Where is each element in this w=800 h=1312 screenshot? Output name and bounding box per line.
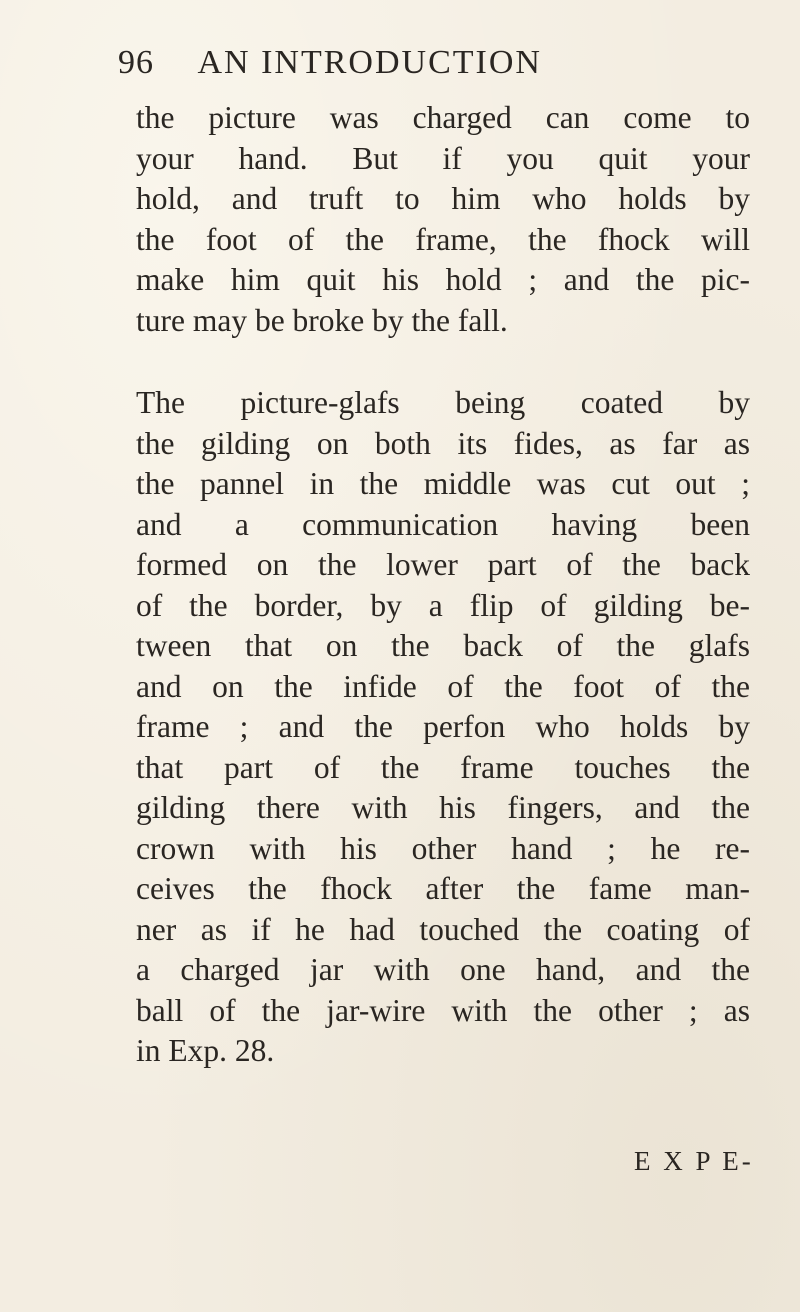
- text-line: a charged jar with one hand, and the: [136, 952, 750, 987]
- text-line: the gilding on both its fides, as far as: [136, 425, 750, 461]
- text-line: the foot of the frame, the fhock will: [136, 221, 750, 257]
- catchword: E X P E-: [634, 1146, 754, 1176]
- body-text: [136, 98, 750, 1072]
- text-line: tween that on the back of the glafs: [136, 628, 750, 663]
- text-line: and on the infide of the foot of the: [136, 668, 750, 704]
- text-line: The picture-glafs being coated by: [136, 385, 750, 420]
- text-line: ner as if he had touched the coating of: [136, 911, 750, 947]
- text-line: the pannel in the middle was cut out ;: [136, 466, 750, 501]
- running-title: AN INTRODUCTION: [197, 44, 542, 81]
- paragraph-2: [136, 383, 750, 1072]
- text-line: ture may be broke by the fall.: [136, 302, 508, 338]
- text-line: crown with his other hand ; he re-: [136, 830, 750, 866]
- text-line: in Exp. 28.: [136, 1033, 275, 1068]
- text-line: formed on the lower part of the back: [136, 547, 750, 582]
- text-line: frame ; and the perfon who holds by: [136, 709, 750, 744]
- page-number: 96: [118, 44, 154, 81]
- text-line: the picture was charged can come to: [136, 100, 750, 135]
- text-line: your hand. But if you quit your: [136, 140, 750, 176]
- paragraph-gap: [136, 341, 750, 383]
- text-line: ball of the jar-wire with the other ; as: [136, 992, 750, 1028]
- text-line: that part of the frame touches the: [136, 749, 750, 785]
- text-line: gilding there with his fingers, and the: [136, 790, 750, 825]
- page-header: [118, 44, 718, 88]
- text-line: ceives the fhock after the fame man-: [136, 871, 750, 906]
- text-line: and a communication having been: [136, 506, 750, 542]
- paragraph-1: [136, 98, 750, 341]
- text-line: of the border, by a flip of gilding be-: [136, 587, 750, 623]
- text-line: make him quit his hold ; and the pic-: [136, 262, 750, 297]
- text-line: hold, and truft to him who holds by: [136, 181, 750, 216]
